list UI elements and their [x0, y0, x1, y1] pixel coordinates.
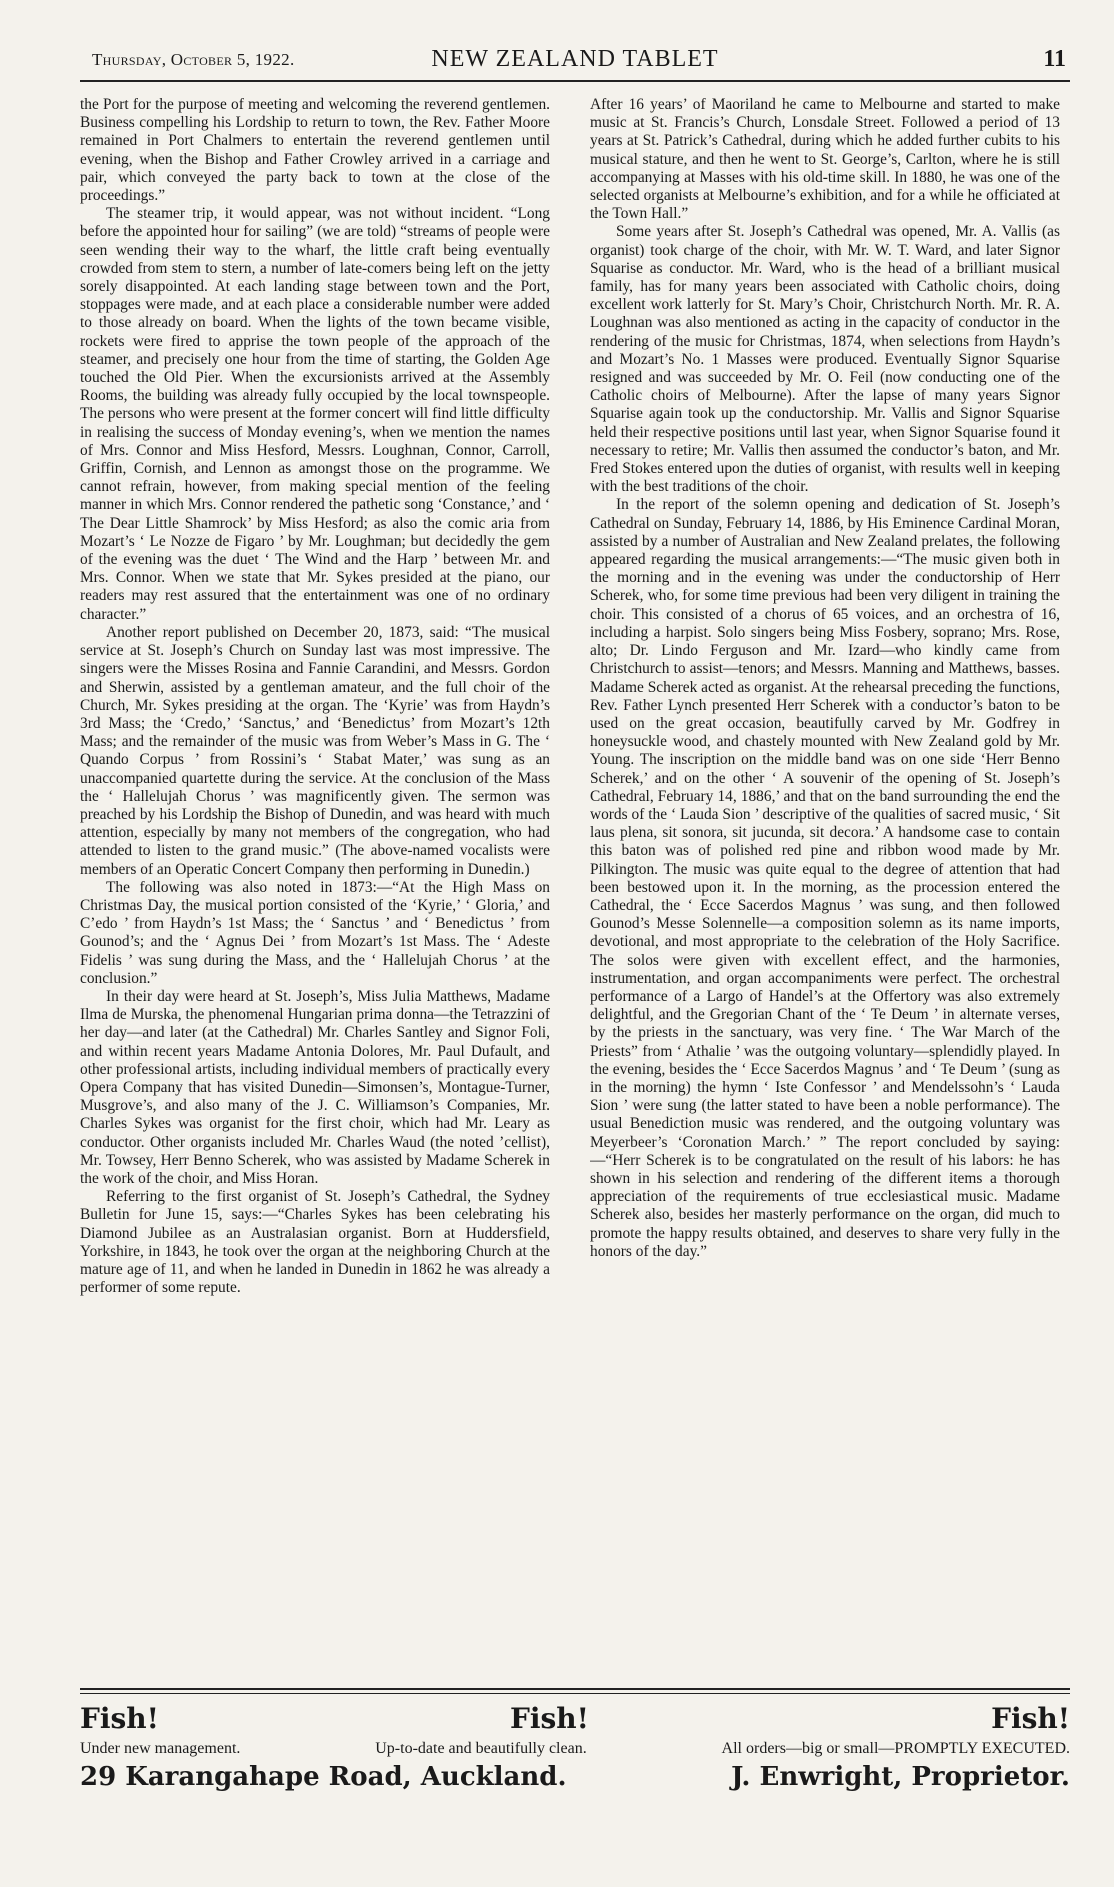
right-column [590, 96, 1060, 1666]
ad-proprietor: J. Enwright, Proprietor. [731, 1762, 1070, 1792]
page-header [80, 44, 1070, 82]
page-number: 11 [1043, 46, 1066, 72]
right-paragraph: After 16 years’ of Maoriland he came to Melbourne and started to make music at St. Francis’s Church, Lonsdale Street. Followed a period of 13 years at St. Patrick’s Cathedral, during which he added further cubits to his musical stature, and then he went to St. George’s, Carlton, where he is still accompanying at Masses with his old-time skill. In 1880, he was one of the selected organists at Melbourne’s exhibition, and for a while he officiated at the Town Hall.” [590, 96, 1060, 223]
left-paragraph: Another report published on December 20, 1873, said: “The musical service at St. Joseph’s Church on Sunday last was most impressive. The singers were the Misses Rosina and Fannie Carandini, and Messrs. Gordon and Sherwin, assisted by a gentleman amateur, and the full choir of the Church, Mr. Sykes presiding at the organ. The ‘Kyrie’ was from Haydn’s 3rd Mass; the ‘Credo,’ ‘Sanctus,’ and ‘Benedictus’ from Mozart’s 12th Mass; and the remainder of the music was from Weber’s Mass in G. The ‘ Quando Corpus ’ from Rossini’s ‘ Stabat Mater,’ was sung as an unaccompanied quartette during the service. At the conclusion of the Mass the ‘ Hallelujah Chorus ’ was magnificently given. The sermon was preached by his Lordship the Bishop of Dunedin, and was heard with much attention, especially by many not members of the congregation, who had attended to listen to the grand music.” (The above-named vocalists were members of an Operatic Concert Company then performing in Dunedin.) [80, 623, 550, 878]
right-paragraph: Some years after St. Joseph’s Cathedral was opened, Mr. A. Vallis (as organist) took charge of the choir, with Mr. W. T. Ward, and later Signor Squarise as conductor. Mr. Ward, who is the head of a brilliant musical family, has for many years been associated with Catholic choirs, doing excellent work latterly for St. Mary’s Choir, Christchurch North. Mr. R. A. Loughnan was also mentioned as acting in the capacity of conductor in the rendering of the music for Christmas, 1874, when selections from Haydn’s and Mozart’s No. 1 Masses were produced. Eventually Signor Squarise resigned and was succeeded by Mr. O. Feil (now conducting one of the Catholic choirs of Melbourne). After the lapse of many years Signor Squarise again took up the conductorship. Mr. Vallis and Signor Squarise held their respective positions until last year, when Signor Squarise found it necessary to retire; Mr. Vallis then assumed the conductor’s baton, and Mr. Fred Stokes entered upon the duties of organist, with results well in keeping with the best traditions of the choir. [590, 223, 1060, 496]
ad-address: 29 Karangahape Road, Auckland. [80, 1762, 567, 1792]
ad-contact [80, 1762, 1070, 1792]
left-paragraph: the Port for the purpose of meeting and welcoming the reverend gentlemen. Business compelling his Lordship to return to town, the Rev. Father Moore remained in Port Chalmers to entertain the reverend gentlemen until evening, when the Bishop and Father Crowley arrived in a carriage and pair, which conveyed the party back to town at the close of the proceedings.” [80, 96, 550, 205]
ad-top-rule-thin [80, 1693, 1070, 1694]
left-paragraph: The steamer trip, it would appear, was not without incident. “Long before the appointed hour for sailing” (we are told) “streams of people were seen wending their way to the wharf, the little craft being eventually crowded from stem to stern, a number of late-comers being left on the jetty sorely disappointed. At each landing stage between town and the Port, stoppages were made, and at each place a considerable number were added to those already on board. When the lights of the town became visible, rockets were fired to apprise the town people of the approach of the steamer, and precisely one hour from the time of starting, the Golden Age touched the Old Pier. When the excursionists arrived at the Assembly Rooms, the building was already fully occupied by the local townspeople. The persons who were present at the former concert will find little difficulty in realising the success of Monday evening’s, when we mention the names of Mrs. Connor and Miss Hesford, Messrs. Loughnan, Connor, Carroll, Griffin, Cornish, and Lennon as amongst those on the programme. We cannot refrain, however, from making special mention of the feeling manner in which Mrs. Connor rendered the pathetic song ‘Constance,’ and ‘ The Dear Little Shamrock’ by Miss Hesford; as also the comic aria from Mozart’s ‘ Le Nozze de Figaro ’ by Mr. Loughman; but decidedly the gem of the evening was the duet ‘ The Wind and the Harp ’ between Mr. and Mrs. Connor. When we state that Mr. Sykes presided at the piano, our readers may rest assured that the entertainment was one of no ordinary character.” [80, 205, 550, 623]
fish-advertisement [80, 1702, 1070, 1802]
left-paragraph: In their day were heard at St. Joseph’s, Miss Julia Matthews, Madame Ilma de Murska, the phenomenal Hungarian prima donna—the Tetrazzini of her day—and later (at the Cathedral) Mr. Charles Santley and Signor Foli, and within recent years Madame Antonia Dolores, Mr. Paul Dufault, and other professional artists, including individual members of practically every Opera Company that has visited Dunedin—Simonsen’s, Montague-Turner, Musgrove’s, and also many of the J. C. Williamson’s Companies, Mr. Charles Sykes was organist for the first choir, which had Mr. Leary as conductor. Other organists included Mr. Charles Waud (the noted ’cellist), Mr. Towsey, Herr Benno Scherek, who was assisted by Madame Scherek in the work of the choir, and Miss Horan. [80, 987, 550, 1187]
left-column [80, 96, 550, 1666]
ad-orders: All orders—big or small—PROMPTLY EXECUTED. [721, 1740, 1070, 1757]
ad-heading-fish: Fish! [991, 1702, 1070, 1735]
masthead-title: NEW ZEALAND TABLET [431, 46, 719, 72]
right-paragraph: In the report of the solemn opening and dedication of St. Joseph’s Cathedral on Sunday, February 14, 1886, by His Eminence Cardinal Moran, assisted by a number of Australian and New Zealand prelates, the following appeared regarding the musical arrangements:—“The music given both in the morning and in the evening was under the conductorship of Herr Scherek, who, for some time previous had been very diligent in training the choir. This consisted of a chorus of 65 voices, and an orchestra of 16, including a harpist. Solo singers being Miss Fosbery, soprano; Mrs. Rose, alto; Dr. Lindo Ferguson and Mr. Izard—who kindly came from Christchurch to assist—tenors; and Messrs. Manning and Matthews, basses. Madame Scherek acted as organist. At the rehearsal preceding the functions, Rev. Father Lynch presented Herr Scherek with a conductor’s baton to be used on the great occasion, beautifully carved by Mr. Godfrey in honeysuckle wood, and chastely mounted with New Zealand gold by Mr. Young. The inscription on the middle band was on one side ‘Herr Benno Scherek,’ and on the other ‘ A souvenir of the opening of St. Joseph’s Cathedral, February 14, 1886,’ and that on the band surrounding the end the words of the ‘ Lauda Sion ’ descriptive of the qualities of sacred music, ‘ Sit laus plena, sit sonora, sit jucunda, sit decora.’ A handsome case to contain this baton was of polished red pine and ribbon wood made by Mr. Pilkington. The music was quite equal to the degree of attention that had been bestowed upon it. In the morning, as the procession entered the Cathedral, the ‘ Ecce Sacerdos Magnus ’ was sung, and then followed Gounod’s Messe Solennelle—a composition solemn as its name imports, devotional, and most appropriate to the celebration of the Holy Sacrifice. The solos were given with excellent effect, and the harmonies, instrumentation, and organ accompaniments were perfect. The orchestral performance of a Largo of Handel’s at the Offertory was also extremely delightful, and the Gregorian Chant of the ‘ Te Deum ’ in alternate verses, by the priests in the sanctuary, was very fine. ‘ The War March of the Priests” from ‘ Athalie ’ was the outgoing voluntary—splendidly played. In the evening, besides the ‘ Ecce Sacerdos Magnus ’ and ‘ Te Deum ’ (sung as in the morning) the hymn ‘ Iste Confessor ’ and Mendelssohn’s ‘ Lauda Sion ’ were sung (the latter stated to have been a noble performance). The usual Benediction music was rendered, and the outgoing voluntary was Meyerbeer’s ‘Coronation March.’ ” The report concluded by saying:—“Herr Scherek is to be congratulated on the result of his labors: he has shown in his selection and rendering of the different items a thorough appreciation of the requirements of true ecclesiastical music. Madame Scherek also, besides her masterly performance on the organ, did much to promote the happy results obtained, and deserves to share very fully in the honors of the day.” [590, 496, 1060, 1260]
ad-heading-fish: Fish! [80, 1702, 159, 1735]
ad-top-rule [80, 1688, 1070, 1690]
left-paragraph: The following was also noted in 1873:—“At the High Mass on Christmas Day, the musical portion consisted of the ‘Kyrie,’ ‘ Gloria,’ and C’edo ’ from Haydn’s 1st Mass; the ‘ Sanctus ’ and ‘ Benedictus ’ from Gounod’s; and the ‘ Agnus Dei ’ from Mozart’s 1st Mass. The ‘ Adeste Fidelis ’ was sung during the Mass, and the ‘ Hallelujah Chorus ’ at the conclusion.” [80, 878, 550, 987]
issue-date: Thursday, October 5, 1922. [92, 50, 295, 69]
ad-heading-fish: Fish! [510, 1702, 589, 1735]
ad-cleanliness: Up-to-date and beautifully clean. [375, 1740, 587, 1757]
ad-management: Under new management. [80, 1740, 241, 1757]
left-paragraph: Referring to the first organist of St. Joseph’s Cathedral, the Sydney Bulletin for June 15, says:—“Charles Sykes has been celebrating his Diamond Jubilee as an Australasian organist. Born at Huddersfield, Yorkshire, in 1843, he took over the organ at the neighboring Church at the mature age of 11, and when he landed in Dunedin in 1862 he was already a performer of some repute. [80, 1188, 550, 1297]
ad-tagline [80, 1740, 1070, 1758]
